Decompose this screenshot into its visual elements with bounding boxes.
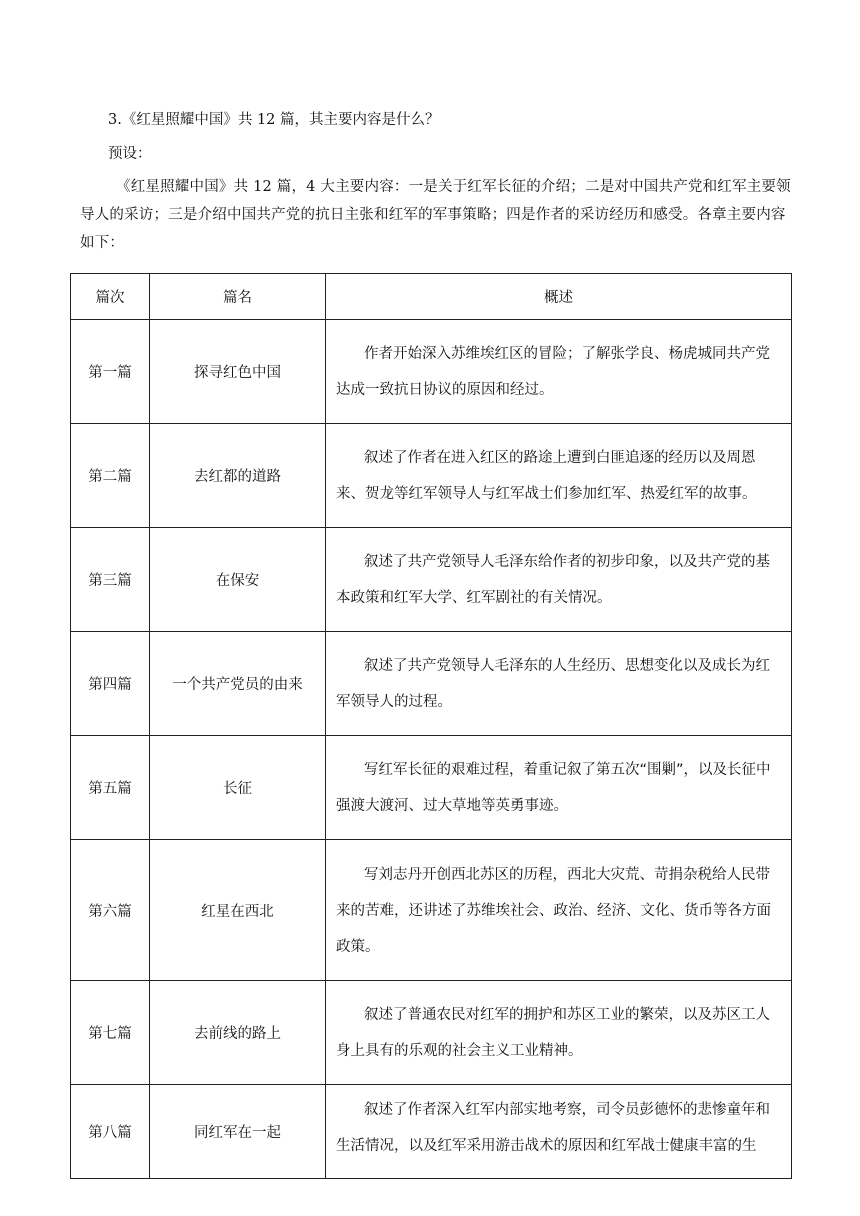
header-chapter-no: 篇次: [71, 274, 150, 320]
chapter-no: 第六篇: [71, 840, 150, 981]
table-row: [71, 1085, 792, 1179]
chapter-title: 去红都的道路: [150, 424, 326, 528]
intro-paragraph: 《红星照耀中国》共 12 篇，4 大主要内容：一是关于红军长征的介绍；二是对中国共产党和红军主要领导人的采访；三是介绍中国共产党的抗日主张和红军的军事策略；四是作者的采访经历和感受。各章主要内容如下：: [80, 179, 791, 251]
chapter-no: 第五篇: [71, 736, 150, 840]
question-text: 3.《红星照耀中国》共 12 篇，其主要内容是什么？: [108, 112, 440, 128]
table-row: [71, 632, 792, 736]
chapter-title: 红星在西北: [150, 840, 326, 981]
table-row: [71, 981, 792, 1085]
chapter-summary: 叙述了共产党领导人毛泽东给作者的初步印象，以及共产党的基本政策和红军大学、红军剧社的有关情况。: [326, 528, 792, 632]
chapter-no: 第四篇: [71, 632, 150, 736]
chapter-summary: 写红军长征的艰难过程，着重记叙了第五次“围剿”，以及长征中强渡大渡河、过大草地等英勇事迹。: [326, 736, 792, 840]
chapter-title: 一个共产党员的由来: [150, 632, 326, 736]
table-row: [71, 840, 792, 981]
chapter-title: 探寻红色中国: [150, 320, 326, 424]
table-row: [71, 424, 792, 528]
chapter-title: 长征: [150, 736, 326, 840]
table-row: [71, 736, 792, 840]
table-header-row: [71, 274, 792, 320]
chapter-no: 第一篇: [71, 320, 150, 424]
chapter-no: 第七篇: [71, 981, 150, 1085]
chapters-table: [70, 273, 792, 1179]
chapter-title: 在保安: [150, 528, 326, 632]
chapter-title: 同红军在一起: [150, 1085, 326, 1179]
chapter-no: 第八篇: [71, 1085, 150, 1179]
table-row: [71, 528, 792, 632]
chapter-no: 第二篇: [71, 424, 150, 528]
table-row: [71, 320, 792, 424]
chapter-summary: 叙述了作者在进入红区的路途上遭到白匪追逐的经历以及周恩来、贺龙等红军领导人与红军战士们参加红军、热爱红军的故事。: [326, 424, 792, 528]
chapter-summary: 叙述了共产党领导人毛泽东的人生经历、思想变化以及成长为红军领导人的过程。: [326, 632, 792, 736]
preset-label: 预设：: [108, 146, 152, 162]
chapter-title: 去前线的路上: [150, 981, 326, 1085]
chapter-no: 第三篇: [71, 528, 150, 632]
chapter-summary: 叙述了普通农民对红军的拥护和苏区工业的繁荣，以及苏区工人身上具有的乐观的社会主义工业精神。: [326, 981, 792, 1085]
header-chapter-title: 篇名: [150, 274, 326, 320]
chapter-summary: 写刘志丹开创西北苏区的历程，西北大灾荒、苛捐杂税给人民带来的苦难，还讲述了苏维埃社会、政治、经济、文化、货币等各方面政策。: [326, 840, 792, 981]
chapter-summary: 作者开始深入苏维埃红区的冒险；了解张学良、杨虎城同共产党达成一致抗日协议的原因和经过。: [326, 320, 792, 424]
chapter-summary: 叙述了作者深入红军内部实地考察，司令员彭德怀的悲惨童年和生活情况，以及红军采用游击战术的原因和红军战士健康丰富的生: [326, 1085, 792, 1179]
header-summary: 概述: [326, 274, 792, 320]
